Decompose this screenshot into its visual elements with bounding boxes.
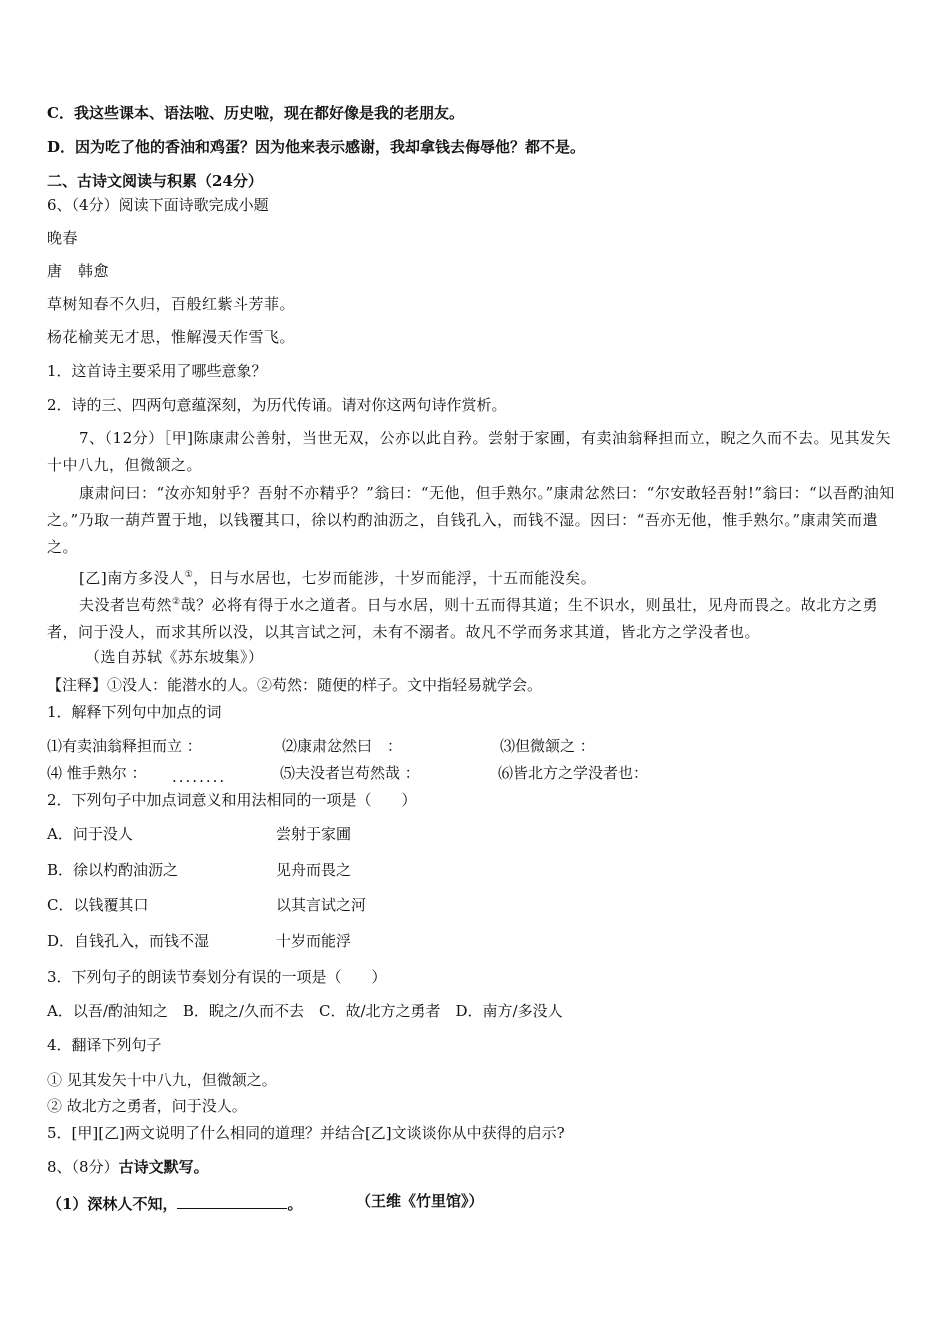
yi-p1-text-b: ，日与水居也，七岁而能涉，十岁而能浮，十五而能没矣。 bbox=[193, 569, 597, 587]
q7-s2-option-left: B．徐以杓酌油沥之 bbox=[47, 861, 179, 879]
q6-sub-2: 2．诗的三、四两句意蕴深刻，为历代传诵。请对你这两句诗作赏析。 bbox=[47, 396, 507, 414]
q8-item-1-source: （王维《竹里馆》） bbox=[356, 1192, 484, 1210]
emphasis-dots: ........ bbox=[172, 768, 227, 786]
poem-line-1: 草树知春不久归，百般红紫斗芳菲。 bbox=[47, 295, 296, 313]
q7-passage-yi-1 bbox=[47, 562, 905, 592]
note-ref-2: ② bbox=[172, 597, 181, 607]
q8-item-1 bbox=[47, 1194, 302, 1212]
q6-header: 6、（4分）阅读下面诗歌完成小题 bbox=[47, 196, 269, 214]
poem-author: 唐 韩愈 bbox=[47, 262, 110, 280]
q7-s1-item: ⑵康肃忿然曰 ： bbox=[282, 737, 403, 755]
q7-notes: 【注释】①没人：能潜水的人。②苟然：随便的样子。文中指轻易就学会。 bbox=[47, 676, 543, 694]
q7-s5: 5．[甲][乙]两文说明了什么相同的道理？并结合[乙]文谈谈你从中获得的启示? bbox=[47, 1124, 565, 1142]
q7-s1-title: 1．解释下列句中加点的词 bbox=[47, 703, 222, 721]
yi-p2-text-b: 哉？必将有得于水之道者。日与水居，则十五而得其道；生不识水，则虽壮，见舟而畏之。故北方之勇者，问于没人，而求其所以没，以其言试之河，未有不溺者。故凡不学而务求其道，皆北方之学没者也。 bbox=[47, 596, 879, 641]
q7-s2-option-right: 以其言试之河 bbox=[276, 896, 367, 914]
q7-s2-option-right: 见舟而畏之 bbox=[276, 861, 352, 879]
note-ref-1: ① bbox=[184, 570, 194, 580]
previous-option-c: C．我这些课本、语法啦、历史啦，现在都好像是我的老朋友。 bbox=[47, 104, 464, 122]
poem-line-2: 杨花榆荚无才思，惟解漫天作雪飞。 bbox=[47, 328, 296, 346]
q7-s1-item: ⑹皆北方之学没者也： bbox=[498, 764, 649, 782]
q7-s2-option-left: A．问于没人 bbox=[47, 825, 133, 843]
previous-option-d: D．因为吃了他的香油和鸡蛋？因为他来表示感谢，我却拿钱去侮辱他？都不是。 bbox=[47, 138, 586, 156]
q7-s1-item: ⑷ 惟手熟尔 ： bbox=[47, 764, 147, 782]
q7-s2-option-right: 尝射于家圃 bbox=[276, 825, 352, 843]
q7-s3-title: 3．下列句子的朗读节奏划分有误的一项是（ ） bbox=[47, 968, 387, 986]
q7-s2-option-right: 十岁而能浮 bbox=[276, 932, 352, 950]
q8-header-num: 8、（8分） bbox=[47, 1158, 119, 1176]
q7-s2-title: 2．下列句子中加点词意义和用法相同的一项是（ ） bbox=[47, 791, 417, 809]
q8-item-1-text: （1）深林人不知， bbox=[47, 1195, 178, 1213]
section-title: 二、古诗文阅读与积累（24分） bbox=[47, 172, 263, 190]
q8-header-title: 古诗文默写。 bbox=[118, 1158, 209, 1176]
q7-passage-jia-2: 康肃问曰：“汝亦知射乎？吾射不亦精乎？”翁曰：“无他，但手熟尔。”康肃忿然曰：“尔安敢轻吾射!”翁曰：“以吾酌油知之。”乃取一葫芦置于地，以钱覆其口，徐以杓酌油沥之，自钱孔入，而钱不湿。因曰：“吾亦无他，惟手熟尔。”康肃笑而遣之。 bbox=[47, 484, 895, 556]
q7-s3-options: A．以吾/酌油知之 B．睨之/久而不去 C．故/北方之勇者 D．南方/多没人 bbox=[47, 1002, 563, 1020]
q7-source: （选自苏轼《苏东坡集》） bbox=[85, 648, 264, 666]
answer-blank[interactable] bbox=[177, 1194, 287, 1209]
yi-p2-text-a: 夫没者岂苟然 bbox=[79, 596, 173, 614]
q8-item-1-period: 。 bbox=[287, 1195, 303, 1213]
q7-s1-item: ⑸夫没者岂苟然哉 ： bbox=[280, 764, 420, 782]
q7-s1-item: ⑶但微颔之 ： bbox=[500, 737, 595, 755]
q8-header bbox=[47, 1160, 209, 1175]
q7-s4-item: ② 故北方之勇者，问于没人。 bbox=[47, 1097, 247, 1115]
q6-sub-1: 1．这首诗主要采用了哪些意象？ bbox=[47, 362, 267, 380]
poem-title: 晚春 bbox=[47, 229, 79, 247]
q7-s1-item: ⑴有卖油翁释担而立 ： bbox=[47, 737, 202, 755]
q7-passage-jia-1: 7、（12分）［甲]陈康肃公善射，当世无双，公亦以此自矜。尝射于家圃，有卖油翁释担而立，睨之久而不去。见其发矢十中八九，但微颔之。 bbox=[47, 429, 891, 474]
q7-s2-option-left: D．自钱孔入，而钱不湿 bbox=[47, 932, 210, 950]
q7-s4-title: 4．翻译下列句子 bbox=[47, 1036, 162, 1054]
q7-s4-item: ① 见其发矢十中八九，但微颔之。 bbox=[47, 1071, 277, 1089]
q7-s2-option-left: C．以钱覆其口 bbox=[47, 896, 149, 914]
q7-passage-yi-2 bbox=[47, 589, 905, 646]
yi-p1-text-a: [乙]南方多没人 bbox=[79, 569, 185, 587]
